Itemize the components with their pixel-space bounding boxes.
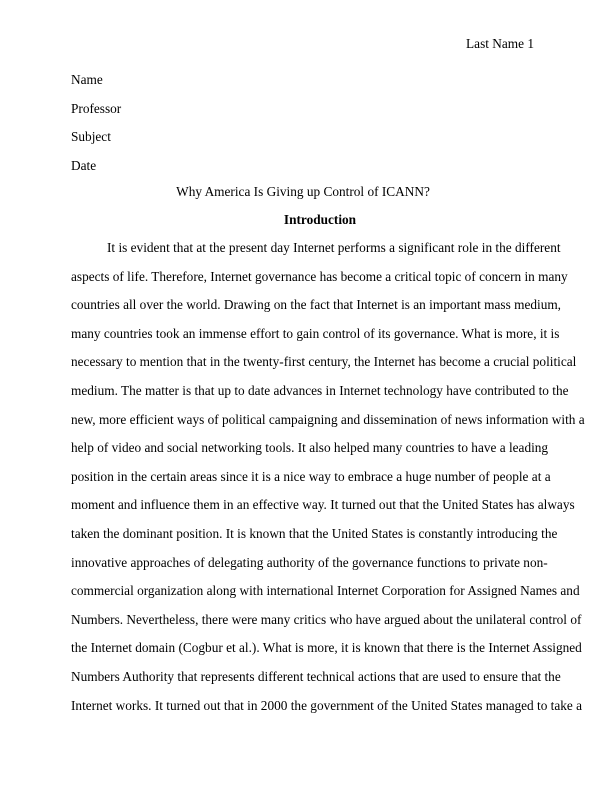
body-line: aspects of life. Therefore, Internet governance has become a critical topic of concern in many [71, 268, 568, 284]
body-line: innovative approaches of delegating authority of the governance functions to private non- [71, 554, 548, 570]
date: Date [71, 157, 97, 173]
body-line: commercial organization along with international Internet Corporation for Assigned Names and [71, 583, 580, 599]
paper-title: Why America Is Giving up Control of ICANN? [176, 184, 430, 199]
body-line: Numbers. Nevertheless, there were many critics who have argued about the unilateral control of [71, 611, 582, 627]
body-line: help of video and social networking tools. It also helped many countries to have a leading [71, 440, 549, 456]
body-line: medium. The matter is that up to date advances in Internet technology have contributed to the [71, 382, 569, 398]
heading-block [71, 72, 121, 186]
body-line: Internet works. It turned out that in 2000 the government of the United States managed to take a [71, 697, 583, 713]
student-name: Name [71, 72, 103, 87]
professor-name: Professor [71, 100, 122, 116]
body-line: taken the dominant position. It is known that the United States is constantly introducing the [71, 525, 558, 541]
body-line: Numbers Authority that represents different technical actions that are used to ensure that the [71, 668, 561, 684]
section-heading-introduction: Introduction [283, 212, 357, 227]
body-line: the Internet domain (Cogbur et al.). What is more, it is known that there is the Internet Assigned [71, 640, 582, 656]
subject: Subject [71, 129, 111, 145]
body-line: countries all over the world. Drawing on the fact that Internet is an important mass medium, [71, 297, 562, 313]
body-line: necessary to mention that in the twenty-first century, the Internet has become a crucial political [71, 354, 577, 370]
body-line: new, more efficient ways of political campaigning and dissemination of news information with a [71, 411, 585, 427]
body-line: many countries took an immense effort to gain control of its governance. What is more, it is [71, 325, 560, 341]
body-line: position in the certain areas since it is a nice way to embrace a huge number of people at a [71, 468, 551, 484]
running-head: Last Name 1 [466, 36, 534, 51]
body-paragraph [71, 240, 585, 726]
body-line: moment and influence them in an effective way. It turned out that the United States has always [71, 497, 575, 513]
body-line: It is evident that at the present day Internet performs a significant role in the different [107, 240, 561, 255]
